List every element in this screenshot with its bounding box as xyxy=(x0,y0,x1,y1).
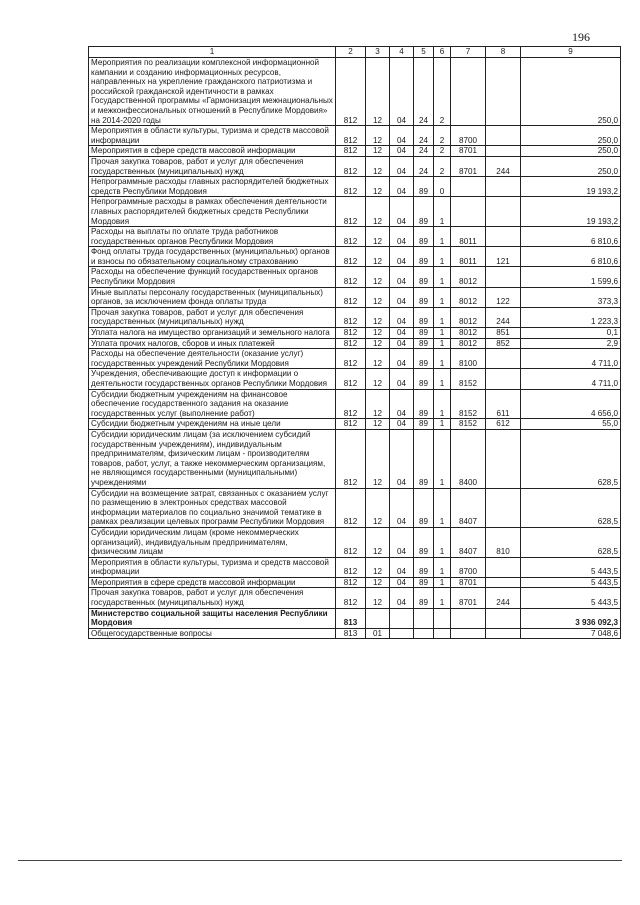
row-expense-type xyxy=(486,488,521,527)
row-subsection xyxy=(390,628,414,639)
row-section: 12 xyxy=(366,227,390,247)
row-subsection: 04 xyxy=(390,287,414,307)
table-row xyxy=(89,328,621,339)
row-subsection: 04 xyxy=(390,338,414,349)
row-program: 89 xyxy=(414,177,434,197)
row-amount: 1 599,6 xyxy=(521,267,621,287)
row-admin-code: 812 xyxy=(336,156,366,176)
row-section: 12 xyxy=(366,307,390,327)
row-program: 24 xyxy=(414,58,434,126)
table-row xyxy=(89,227,621,247)
row-subprogram xyxy=(434,628,451,639)
row-expense-item: 8701 xyxy=(451,146,486,157)
row-amount: 7 048,6 xyxy=(521,628,621,639)
row-amount: 19 193,2 xyxy=(521,177,621,197)
row-subprogram: 1 xyxy=(434,287,451,307)
table-row xyxy=(89,177,621,197)
row-expense-type: 244 xyxy=(486,307,521,327)
row-expense-type: 244 xyxy=(486,156,521,176)
table-row xyxy=(89,126,621,146)
row-name: Непрограммные расходы в рамках обеспечения деятельности главных распорядителей бюджетных средств Республики Мордовия xyxy=(89,197,336,227)
row-amount: 4 711,0 xyxy=(521,349,621,369)
table-row xyxy=(89,369,621,389)
row-admin-code: 812 xyxy=(336,527,366,557)
row-subsection: 04 xyxy=(390,349,414,369)
row-expense-item: 8012 xyxy=(451,287,486,307)
row-expense-item: 8701 xyxy=(451,577,486,588)
row-amount: 628,5 xyxy=(521,429,621,488)
row-expense-item: 8152 xyxy=(451,369,486,389)
row-subsection: 04 xyxy=(390,307,414,327)
table-row xyxy=(89,267,621,287)
row-expense-item: 8152 xyxy=(451,419,486,430)
column-header: 9 xyxy=(521,47,621,58)
row-section: 12 xyxy=(366,177,390,197)
row-program: 89 xyxy=(414,227,434,247)
row-section: 12 xyxy=(366,146,390,157)
row-section: 12 xyxy=(366,338,390,349)
row-expense-item: 8407 xyxy=(451,488,486,527)
row-admin-code: 812 xyxy=(336,287,366,307)
row-amount: 250,0 xyxy=(521,156,621,176)
row-expense-type xyxy=(486,267,521,287)
row-expense-item: 8701 xyxy=(451,156,486,176)
row-expense-item: 8011 xyxy=(451,227,486,247)
row-name: Учреждения, обеспечивающие доступ к информации о деятельности государственных органов Республики Мордовия xyxy=(89,369,336,389)
table-row xyxy=(89,588,621,608)
table-row xyxy=(89,577,621,588)
row-program: 89 xyxy=(414,369,434,389)
row-expense-item: 8152 xyxy=(451,389,486,419)
row-admin-code: 812 xyxy=(336,328,366,339)
table-row xyxy=(89,628,621,639)
row-subprogram: 2 xyxy=(434,156,451,176)
row-subprogram: 1 xyxy=(434,369,451,389)
row-admin-code: 812 xyxy=(336,429,366,488)
table-row xyxy=(89,287,621,307)
row-subsection: 04 xyxy=(390,227,414,247)
row-expense-item: 8400 xyxy=(451,429,486,488)
row-amount: 1 223,3 xyxy=(521,307,621,327)
row-name: Расходы на обеспечение деятельности (оказание услуг) государственных учреждений Республики Мордовия xyxy=(89,349,336,369)
row-subprogram: 1 xyxy=(434,247,451,267)
row-subprogram: 1 xyxy=(434,267,451,287)
row-expense-item: 8012 xyxy=(451,338,486,349)
row-name: Непрограммные расходы главных распорядителей бюджетных средств Республики Мордовия xyxy=(89,177,336,197)
row-subsection: 04 xyxy=(390,58,414,126)
row-subprogram: 1 xyxy=(434,588,451,608)
row-expense-type xyxy=(486,628,521,639)
row-admin-code: 812 xyxy=(336,588,366,608)
row-subprogram: 2 xyxy=(434,58,451,126)
row-expense-type xyxy=(486,197,521,227)
row-program: 89 xyxy=(414,267,434,287)
row-name: Фонд оплаты труда государственных (муниципальных) органов и взносы по обязательному социальному страхованию xyxy=(89,247,336,267)
row-expense-type: 612 xyxy=(486,419,521,430)
row-amount: 5 443,5 xyxy=(521,577,621,588)
row-amount: 4 656,0 xyxy=(521,389,621,419)
row-subprogram: 1 xyxy=(434,349,451,369)
row-subprogram: 1 xyxy=(434,557,451,577)
row-amount: 55,0 xyxy=(521,419,621,430)
row-name: Субсидии бюджетным учреждениям на финансовое обеспечение государственного задания на оказание государственных услуг (выполнение работ) xyxy=(89,389,336,419)
table-row xyxy=(89,58,621,126)
row-admin-code: 813 xyxy=(336,628,366,639)
row-expense-item xyxy=(451,197,486,227)
column-header: 8 xyxy=(486,47,521,58)
row-program: 24 xyxy=(414,126,434,146)
row-subsection: 04 xyxy=(390,588,414,608)
row-admin-code: 812 xyxy=(336,488,366,527)
row-admin-code: 812 xyxy=(336,146,366,157)
row-program: 89 xyxy=(414,338,434,349)
row-expense-item: 8100 xyxy=(451,349,486,369)
table-row xyxy=(89,608,621,628)
row-name: Субсидии юридическим лицам (кроме некоммерческих организаций), индивидуальным предпринимателям, физическим лицам xyxy=(89,527,336,557)
row-program: 89 xyxy=(414,197,434,227)
row-program: 89 xyxy=(414,328,434,339)
row-section: 12 xyxy=(366,287,390,307)
table-row xyxy=(89,389,621,419)
column-header: 6 xyxy=(434,47,451,58)
row-subsection: 04 xyxy=(390,389,414,419)
row-expense-type xyxy=(486,58,521,126)
row-expense-type xyxy=(486,557,521,577)
row-subsection: 04 xyxy=(390,419,414,430)
column-header: 5 xyxy=(414,47,434,58)
table-row xyxy=(89,156,621,176)
row-admin-code: 812 xyxy=(336,557,366,577)
row-expense-type: 122 xyxy=(486,287,521,307)
row-subprogram xyxy=(434,608,451,628)
row-expense-item: 8407 xyxy=(451,527,486,557)
row-subsection: 04 xyxy=(390,429,414,488)
row-program: 89 xyxy=(414,488,434,527)
table-row xyxy=(89,146,621,157)
row-amount: 19 193,2 xyxy=(521,197,621,227)
row-program xyxy=(414,628,434,639)
row-subsection: 04 xyxy=(390,369,414,389)
row-admin-code: 813 xyxy=(336,608,366,628)
row-admin-code: 812 xyxy=(336,197,366,227)
row-expense-type: 611 xyxy=(486,389,521,419)
row-expense-type xyxy=(486,146,521,157)
row-section: 12 xyxy=(366,328,390,339)
table-row xyxy=(89,338,621,349)
row-name: Прочая закупка товаров, работ и услуг для обеспечения государственных (муниципальных) нужд xyxy=(89,588,336,608)
row-expense-type xyxy=(486,177,521,197)
row-admin-code: 812 xyxy=(336,227,366,247)
column-header: 2 xyxy=(336,47,366,58)
row-expense-type: 852 xyxy=(486,338,521,349)
row-amount: 2,9 xyxy=(521,338,621,349)
row-subsection: 04 xyxy=(390,156,414,176)
row-expense-item xyxy=(451,628,486,639)
row-program: 89 xyxy=(414,429,434,488)
row-admin-code: 812 xyxy=(336,247,366,267)
row-amount: 5 443,5 xyxy=(521,588,621,608)
row-section xyxy=(366,608,390,628)
table-row xyxy=(89,419,621,430)
column-header: 4 xyxy=(390,47,414,58)
row-subsection: 04 xyxy=(390,267,414,287)
row-program: 89 xyxy=(414,307,434,327)
row-name: Уплата налога на имущество организаций и земельного налога xyxy=(89,328,336,339)
row-expense-type xyxy=(486,608,521,628)
row-section: 12 xyxy=(366,247,390,267)
row-program: 24 xyxy=(414,156,434,176)
row-subsection: 04 xyxy=(390,328,414,339)
table-row xyxy=(89,429,621,488)
row-amount: 0,1 xyxy=(521,328,621,339)
row-subprogram: 1 xyxy=(434,197,451,227)
row-section: 12 xyxy=(366,126,390,146)
row-expense-type xyxy=(486,429,521,488)
row-expense-item: 8012 xyxy=(451,328,486,339)
row-expense-type xyxy=(486,577,521,588)
row-program: 89 xyxy=(414,557,434,577)
row-expense-type xyxy=(486,126,521,146)
row-section: 12 xyxy=(366,58,390,126)
row-expense-type: 810 xyxy=(486,527,521,557)
row-admin-code: 812 xyxy=(336,389,366,419)
row-subsection: 04 xyxy=(390,247,414,267)
row-name: Иные выплаты персоналу государственных (муниципальных) органов, за исключением фонда оплаты труда xyxy=(89,287,336,307)
page-bottom-rule xyxy=(18,860,622,861)
row-name: Министерство социальной защиты населения Республики Мордовия xyxy=(89,608,336,628)
row-program: 89 xyxy=(414,389,434,419)
row-name: Субсидии юридическим лицам (за исключением субсидий государственным учреждениям), индивидуальным предпринимателям, физическим лицам - производителям товаров, работ, услуг, а также некоммерческим организациям, не являющимся государственными (муниципальными) учреждениями xyxy=(89,429,336,488)
row-expense-item xyxy=(451,177,486,197)
row-expense-item xyxy=(451,608,486,628)
row-amount: 4 711,0 xyxy=(521,369,621,389)
column-header: 1 xyxy=(89,47,336,58)
row-name: Мероприятия по реализации комплексной информационной кампании и созданию информационных ресурсов, направленных на укрепление гражданского патриотизма и российской гражданской идентичности в рамках Государственной программы «Гармонизация межнациональных и межконфессиональных отношений в Республике Мордовия» на 2014-2020 годы xyxy=(89,58,336,126)
row-section: 12 xyxy=(366,557,390,577)
row-expense-type: 244 xyxy=(486,588,521,608)
row-amount: 628,5 xyxy=(521,488,621,527)
row-subsection: 04 xyxy=(390,557,414,577)
row-admin-code: 812 xyxy=(336,58,366,126)
row-name: Общегосударственные вопросы xyxy=(89,628,336,639)
row-amount: 3 936 092,3 xyxy=(521,608,621,628)
row-program: 89 xyxy=(414,419,434,430)
row-expense-type xyxy=(486,369,521,389)
row-expense-type xyxy=(486,349,521,369)
row-name: Уплата прочих налогов, сборов и иных платежей xyxy=(89,338,336,349)
row-program: 24 xyxy=(414,146,434,157)
row-subsection: 04 xyxy=(390,197,414,227)
row-subprogram: 1 xyxy=(434,307,451,327)
table-header-row xyxy=(89,47,621,58)
row-subprogram: 1 xyxy=(434,338,451,349)
row-section: 01 xyxy=(366,628,390,639)
table-row xyxy=(89,527,621,557)
row-subprogram: 1 xyxy=(434,419,451,430)
row-name: Мероприятия в сфере средств массовой информации xyxy=(89,146,336,157)
row-subsection: 04 xyxy=(390,146,414,157)
row-admin-code: 812 xyxy=(336,369,366,389)
row-expense-type: 851 xyxy=(486,328,521,339)
table-row xyxy=(89,557,621,577)
row-subprogram: 1 xyxy=(434,227,451,247)
row-subsection: 04 xyxy=(390,177,414,197)
row-admin-code: 812 xyxy=(336,349,366,369)
table-row xyxy=(89,349,621,369)
column-header: 3 xyxy=(366,47,390,58)
row-amount: 250,0 xyxy=(521,146,621,157)
row-expense-item: 8700 xyxy=(451,557,486,577)
row-subsection: 04 xyxy=(390,527,414,557)
row-program: 89 xyxy=(414,247,434,267)
row-amount: 5 443,5 xyxy=(521,557,621,577)
row-subprogram: 2 xyxy=(434,146,451,157)
row-section: 12 xyxy=(366,197,390,227)
page-number: 196 xyxy=(572,30,590,44)
row-section: 12 xyxy=(366,419,390,430)
row-program: 89 xyxy=(414,577,434,588)
row-amount: 628,5 xyxy=(521,527,621,557)
row-admin-code: 812 xyxy=(336,307,366,327)
row-name: Прочая закупка товаров, работ и услуг для обеспечения государственных (муниципальных) нужд xyxy=(89,307,336,327)
row-amount: 250,0 xyxy=(521,126,621,146)
row-section: 12 xyxy=(366,349,390,369)
row-name: Мероприятия в сфере средств массовой информации xyxy=(89,577,336,588)
row-subprogram: 1 xyxy=(434,429,451,488)
row-section: 12 xyxy=(366,488,390,527)
row-program: 89 xyxy=(414,527,434,557)
row-expense-item: 8012 xyxy=(451,267,486,287)
row-subprogram: 1 xyxy=(434,488,451,527)
row-admin-code: 812 xyxy=(336,126,366,146)
row-subprogram: 1 xyxy=(434,527,451,557)
row-section: 12 xyxy=(366,389,390,419)
row-section: 12 xyxy=(366,156,390,176)
column-header: 7 xyxy=(451,47,486,58)
row-subprogram: 0 xyxy=(434,177,451,197)
row-expense-item: 8701 xyxy=(451,588,486,608)
row-admin-code: 812 xyxy=(336,177,366,197)
row-subprogram: 1 xyxy=(434,328,451,339)
row-expense-item: 8700 xyxy=(451,126,486,146)
row-subsection xyxy=(390,608,414,628)
row-section: 12 xyxy=(366,429,390,488)
row-expense-item: 8011 xyxy=(451,247,486,267)
row-section: 12 xyxy=(366,588,390,608)
row-subprogram: 2 xyxy=(434,126,451,146)
row-program: 89 xyxy=(414,287,434,307)
table-row xyxy=(89,307,621,327)
row-name: Расходы на выплаты по оплате труда работников государственных органов Республики Мордовия xyxy=(89,227,336,247)
row-subprogram: 1 xyxy=(434,389,451,419)
row-name: Мероприятия в области культуры, туризма и средств массовой информации xyxy=(89,557,336,577)
budget-table xyxy=(88,46,621,639)
row-subsection: 04 xyxy=(390,488,414,527)
row-amount: 373,3 xyxy=(521,287,621,307)
row-section: 12 xyxy=(366,369,390,389)
row-program: 89 xyxy=(414,349,434,369)
row-subsection: 04 xyxy=(390,126,414,146)
row-amount: 6 810,6 xyxy=(521,227,621,247)
row-admin-code: 812 xyxy=(336,338,366,349)
row-section: 12 xyxy=(366,527,390,557)
row-amount: 250,0 xyxy=(521,58,621,126)
row-expense-item xyxy=(451,58,486,126)
row-admin-code: 812 xyxy=(336,577,366,588)
row-name: Расходы на обеспечение функций государственных органов Республики Мордовия xyxy=(89,267,336,287)
row-expense-type xyxy=(486,227,521,247)
table-row xyxy=(89,247,621,267)
row-section: 12 xyxy=(366,267,390,287)
row-admin-code: 812 xyxy=(336,419,366,430)
row-subprogram: 1 xyxy=(434,577,451,588)
row-name: Мероприятия в области культуры, туризма и средств массовой информации xyxy=(89,126,336,146)
row-section: 12 xyxy=(366,577,390,588)
table-body xyxy=(89,58,621,639)
row-subsection: 04 xyxy=(390,577,414,588)
row-amount: 6 810,6 xyxy=(521,247,621,267)
table-row xyxy=(89,197,621,227)
row-name: Субсидии бюджетным учреждениям на иные цели xyxy=(89,419,336,430)
row-name: Субсидии на возмещение затрат, связанных с оказанием услуг по размещению в электронных средствах массовой информации материалов по социально значимой тематике в рамках реализации целевых программ Республики Мордовия xyxy=(89,488,336,527)
row-program: 89 xyxy=(414,588,434,608)
row-expense-type: 121 xyxy=(486,247,521,267)
row-name: Прочая закупка товаров, работ и услуг для обеспечения государственных (муниципальных) нужд xyxy=(89,156,336,176)
row-admin-code: 812 xyxy=(336,267,366,287)
table-row xyxy=(89,488,621,527)
row-program xyxy=(414,608,434,628)
row-expense-item: 8012 xyxy=(451,307,486,327)
